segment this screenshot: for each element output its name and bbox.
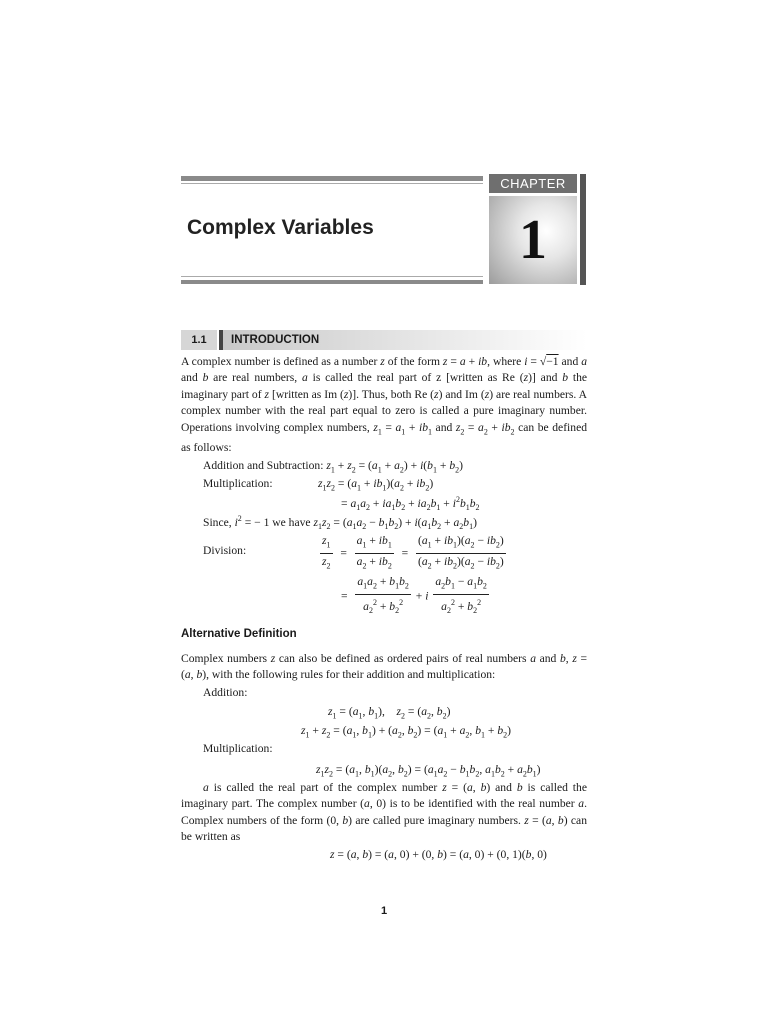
addition-line-2: $z_1 + z_2 = (a_1$, $b_1) + (a_2$, $b_2) = (a_1 + a_2$, $b_1 + b_2$) bbox=[301, 724, 512, 740]
section-number: 1.1 bbox=[181, 330, 217, 350]
real-part-paragraph: a is called the real part of the complex number z = (a, b) and b is called the imaginary part. The complex number (a, 0) is to be identified with the real number a. Complex numbers of the form (0, b) are called pure imaginary numbers. z = (a, b) can be written as bbox=[181, 781, 587, 844]
addition-subtraction-line: Addition and Subtraction: $z_1 + z_2 = (a_1 + a_2) + i(b_1 + b_2)$ bbox=[203, 459, 463, 475]
multiplication-label: Multiplication: bbox=[203, 477, 273, 490]
chapter-number: 1 bbox=[519, 209, 547, 271]
chapter-side-bar bbox=[580, 174, 586, 285]
chapter-rule-top-thin bbox=[181, 183, 483, 184]
multiplication-line-1: $z_1z_2 = (a_1 + ib_1)(a_2 + ib_2)$ bbox=[318, 477, 434, 493]
chapter-rule-bottom-thin bbox=[181, 276, 483, 277]
chapter-title: Complex Variables bbox=[187, 216, 374, 239]
multiplication-label-2: Multiplication: bbox=[203, 742, 273, 755]
final-equation: z = (a, b) = (a, 0) + (0, b) = (a, 0) + (0, 1)(b, 0) bbox=[330, 848, 547, 861]
alternative-paragraph: Complex numbers z can also be defined as ordered pairs of real numbers a and b, z = (a, b), with the following rules for their addition and multiplication: bbox=[181, 652, 587, 682]
division-line-1: $\frac{z_1}{z_2}$ = $\frac{a_1 + ib_1}{a_2 + ib_2}$ = $\frac{(a_1 + ib_1)(a_2 - ib_2)}{(a_2 + ib_2)(a_2 - ib_2)}$ bbox=[322, 534, 504, 571]
chapter-rule-bottom bbox=[181, 280, 483, 284]
since-line: Since, $i^2$ = − 1 we have $z_1z_2 = (a_1a_2 - b_1b_2) + i(a_1b_2 + a_2b_1)$ bbox=[203, 514, 477, 532]
intro-paragraph: A complex number is defined as a number z of the form z = a + ib, where i = √−1 and a and b are real numbers, a is called the real part of z [written as Re (z)] and b the imaginary part of z [written as Im (z)]. Thus, both Re (z) and Im (z) are real numbers. A complex number with the real part equal to zero is called a pure imaginary number. Operations involving complex numbers, $z_1 = a_1 + ib_1$ and $z_2 = a_2 + ib_2$ can be defined as follows: bbox=[181, 355, 588, 455]
division-line-2: = $\frac{a_1a_2 + b_1b_2}{a_2^2 + b_2^2}$ + i $\frac{a_2b_1 - a_1b_2}{a_2^2 + b_2^2}$ bbox=[341, 575, 487, 616]
chapter-rule-top bbox=[181, 176, 483, 181]
chapter-label: CHAPTER bbox=[489, 174, 577, 193]
section-title: INTRODUCTION bbox=[223, 330, 587, 350]
subsection-title: Alternative Definition bbox=[181, 628, 297, 640]
addition-line-1: $z_1 = (a_1$, $b_1$), $z_2 = (a_2$, $b_2$) bbox=[328, 705, 451, 721]
page-number: 1 bbox=[380, 905, 388, 917]
multiplication-line-2: = $a_1a_2 + ia_1b_2 + ia_2b_1 + i^2b_1b_2$ bbox=[341, 495, 480, 513]
multiplication-pair-line: $z_1z_2 = (a_1$, $b_1)(a_2$, $b_2) = (a_1a_2 - b_1b_2$, $a_1b_2 + a_2b_1$) bbox=[316, 763, 541, 779]
division-label: Division: bbox=[203, 544, 247, 557]
addition-label: Addition: bbox=[203, 686, 248, 699]
